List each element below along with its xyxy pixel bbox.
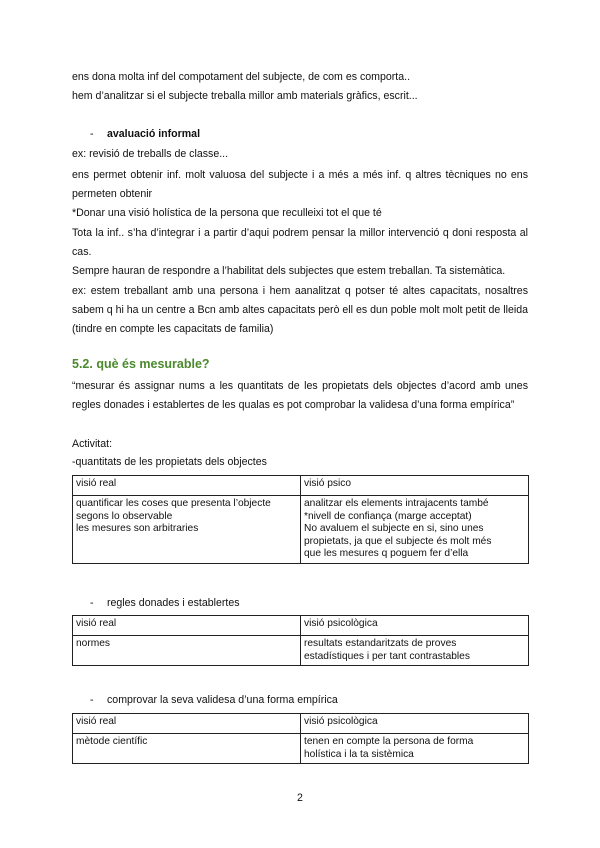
table3-psico-line: tenen en compte la persona de forma xyxy=(304,736,474,747)
table2-psico-line: resultats estandaritzats de proves xyxy=(304,638,457,649)
table1-psico-line: No avaluem el subjecte en si, sino unes xyxy=(304,523,484,534)
table1-header-psico: visió psico xyxy=(301,476,529,496)
informal-line-5: Sempre hauran de respondre a l’habilitat dels subjectes que estem treballan. Ta sistemàtica. xyxy=(72,265,506,277)
intro-line-2: hem d’analitzar si el subjecte treballa millor amb materials gràfics, escrit... xyxy=(72,90,418,102)
intro-line-1: ens dona molta inf del compotament del subjecte, de com es comporta.. xyxy=(72,71,411,83)
table1-real-line: quantificar les coses que presenta l’objecte xyxy=(76,498,271,509)
table1-real-line: segons lo observable xyxy=(76,510,173,522)
table1-header-real: visió real xyxy=(73,476,301,496)
table3-header-real: visió real xyxy=(73,714,301,734)
table1-real-line: les mesures son arbitraries xyxy=(76,523,199,534)
table3-header-psico: visió psicològica xyxy=(301,714,529,734)
table1-psico-line: analitzar els elements intrajacents també xyxy=(304,498,489,509)
table1-psico-line: *nivell de confiança (marge acceptat) xyxy=(304,510,472,522)
bullet-dash: - xyxy=(90,597,94,609)
table2-header-real: visió real xyxy=(73,616,301,636)
activity-label: Activitat: xyxy=(72,438,113,450)
activity-sub: -quantitats de les propietats dels objectes xyxy=(72,456,267,468)
table2-cell-real: normes xyxy=(73,636,301,666)
table2-psico-line: estadístiques i per tant contrastables xyxy=(304,650,470,662)
informal-line-4: Tota la inf.. s’ha d’integrar i a partir d’aqui podrem pensar la millor intervenció q doni resposta al cas. xyxy=(72,227,528,258)
table1-cell-real xyxy=(73,496,301,564)
table2-header-psico: visió psicològica xyxy=(301,616,529,636)
table3-cell-real: mètode científic xyxy=(73,734,301,764)
section-heading: 5.2. què és mesurable? xyxy=(72,357,210,371)
table-quantitats xyxy=(72,475,529,564)
bullet3-text: comprovar la seva validesa d’una forma empírica xyxy=(107,694,338,706)
bullet2-text: regles donades i establertes xyxy=(107,597,240,609)
table-validesa xyxy=(72,713,529,764)
table3-cell-psico xyxy=(301,734,529,764)
informal-line-6: ex: estem treballant amb una persona i hem aanalitzat q potser té altes capacitats, nosaltres sabem q hi ha un centre a Bcn amb altes capacitats però ell es dun poble molt molt petit de lleida (tindre en compte les capacitats de familia) xyxy=(72,285,528,335)
table1-cell-psico xyxy=(301,496,529,564)
section-quote: “mesurar és assignar nums a les quantitats de les propietats dels objectes d’acord amb unes regles donades i establertes de les qualas es pot comprobar la validesa d’una forma empírica” xyxy=(72,380,528,411)
bullet-dash: - xyxy=(90,128,94,140)
bullet-dash: - xyxy=(90,694,94,706)
table-regles xyxy=(72,615,529,666)
informal-line-2: ens permet obtenir inf. molt valuosa del subjecte i a més a més inf. q altres tècniques no ens permeten obtenir xyxy=(72,169,528,200)
informal-title: avaluació informal xyxy=(107,128,201,140)
table1-psico-line: que les mesures q poguem fer d’ella xyxy=(304,548,469,559)
table3-psico-line: holística i la ta sistèmica xyxy=(304,748,414,760)
informal-line-3: *Donar una visió holística de la persona que reculleixi tot el que té xyxy=(72,207,382,219)
table2-cell-psico xyxy=(301,636,529,666)
table1-psico-line: propietats, ja que el subjecte és molt més xyxy=(304,535,492,547)
page-number: 2 xyxy=(297,792,303,804)
informal-line-1: ex: revisió de treballs de classe... xyxy=(72,148,229,160)
